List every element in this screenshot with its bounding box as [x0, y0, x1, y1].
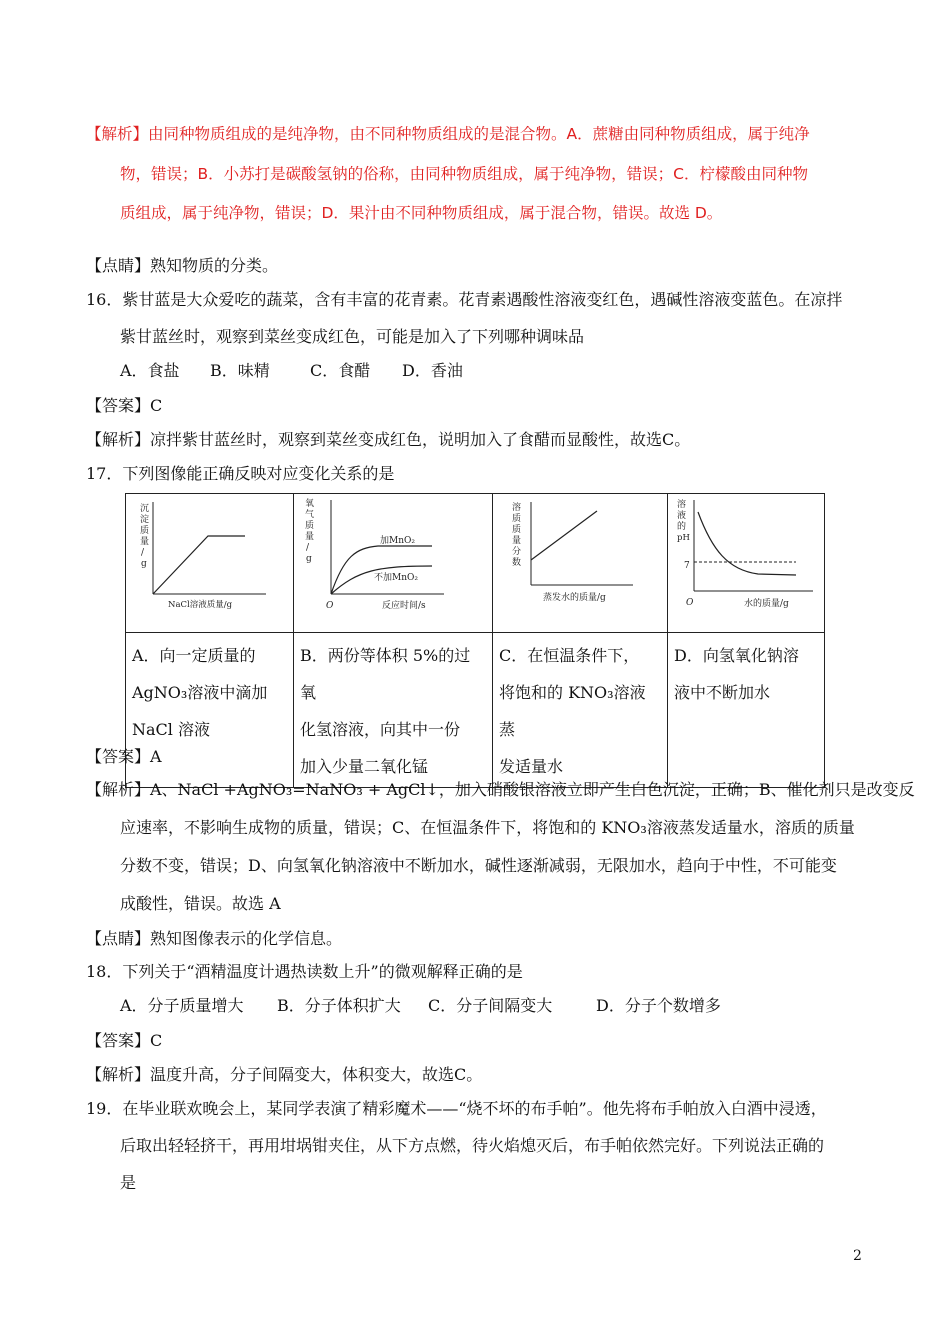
graph-d-ylabel-2: 液 — [677, 511, 687, 521]
analysis-15-line2: 物，错误；B．小苏打是碳酸氢钠的俗称，由同种物质组成，属于纯净物，错误；C．柠檬酸由同种物 — [120, 165, 808, 183]
q16-analysis: 【解析】凉拌紫甘蓝丝时，观察到菜丝变成红色，说明加入了食醋而显酸性，故选C。 — [86, 430, 691, 449]
q18-answer: 【答案】C — [86, 1031, 163, 1050]
graph-a-ylabel-1: 沉 — [140, 504, 150, 514]
graph-b — [294, 494, 493, 633]
graph-a-ylabel-5: / — [141, 548, 145, 558]
graph-d-origin: O — [686, 598, 694, 608]
option-c-cell — [493, 633, 668, 788]
q18-stem: 18．下列关于“酒精温度计遇热读数上升”的微观解释正确的是 — [86, 962, 523, 981]
graph-b-ylabel-1: 氧 — [305, 499, 315, 509]
q17-analysis-line4: 成酸性，错误。故选 A — [120, 894, 281, 913]
graph-c-ylabel-1: 溶 — [512, 503, 522, 513]
graph-a-svg — [126, 494, 293, 628]
analysis-15-line3: 质组成，属于纯净物，错误；D．果汁由不同种物质组成，属于混合物，错误。故选 D。 — [120, 204, 723, 222]
graph-d-xlabel: 水的质量/g — [744, 599, 789, 609]
q16-option-b: B．味精 — [210, 361, 270, 380]
graph-d-ylabel-3: 的 — [677, 522, 687, 532]
graph-c-ylabel-3: 质 — [512, 525, 522, 535]
graph-b-ylabel-6: g — [306, 554, 312, 564]
q17-answer: 【答案】A — [86, 747, 162, 766]
graph-c-xlabel: 蒸发水的质量/g — [543, 593, 606, 603]
graph-b-ylabel-5: / — [306, 543, 310, 553]
q19-stem-line2: 后取出轻轻挤干，再用坩埚钳夹住，从下方点燃，待火焰熄灭后，布手帕依然完好。下列说法正确的 — [120, 1136, 825, 1155]
q17-options-table — [125, 493, 825, 788]
option-d-cell — [668, 633, 825, 788]
graph-a-ylabel-2: 淀 — [140, 515, 150, 525]
graph-b-ylabel-2: 气 — [305, 510, 315, 520]
option-c-line3: 发适量水 — [499, 757, 564, 776]
graph-b-origin: O — [326, 601, 334, 611]
q16-stem-line2: 紫甘蓝丝时，观察到菜丝变成红色，可能是加入了下列哪种调味品 — [120, 327, 585, 346]
graph-c-ylabel-6: 数 — [512, 558, 522, 568]
option-b-line3: 加入少量二氧化锰 — [300, 757, 429, 776]
graph-a-ylabel-4: 量 — [140, 537, 150, 547]
graph-a-xlabel: NaCl溶液质量/g — [168, 600, 233, 610]
q17-analysis-line2: 应速率，不影响生成物的质量，错误；C、在恒温条件下，将饱和的 KNO₃溶液蒸发适量水，溶质的质量 — [120, 818, 855, 837]
graph-c-ylabel-5: 分 — [512, 547, 522, 557]
page-number: 2 — [853, 1248, 862, 1264]
graph-c-curve — [531, 511, 597, 560]
q16-stem-line1: 16．紫甘蓝是大众爱吃的蔬菜，含有丰富的花青素。花青素遇酸性溶液变红色，遇碱性溶液变蓝色。在凉拌 — [86, 290, 843, 309]
option-b-cell — [294, 633, 493, 788]
graph-a-curve — [153, 536, 245, 594]
graph-c — [493, 494, 668, 633]
q18-option-a: A．分子质量增大 — [120, 996, 244, 1015]
option-c-line1: C．在恒温条件下， — [499, 646, 640, 665]
graph-b-svg — [294, 494, 492, 628]
tip-15: 【点睛】熟知物质的分类。 — [86, 256, 279, 275]
graph-b-curve-with-mno2 — [331, 546, 432, 594]
q19-stem-line1: 19．在毕业联欢晚会上，某同学表演了精彩魔术——“烧不坏的布手帕”。他先将布手帕放入白酒中浸透， — [86, 1099, 827, 1118]
q16-option-d: D．香油 — [402, 361, 463, 380]
option-c-line2: 将饱和的 KNO₃溶液蒸 — [499, 683, 646, 739]
option-a-line1: A．向一定质量的 — [132, 646, 256, 665]
q16-options — [120, 361, 463, 381]
q16-answer: 【答案】C — [86, 396, 163, 415]
graph-d-ylabel-1: 溶 — [677, 500, 687, 510]
graph-b-label-with-mno2: 加MnO₂ — [380, 536, 415, 546]
graph-a-ylabel-6: g — [141, 559, 147, 569]
graph-a-ylabel-3: 质 — [140, 526, 150, 536]
graph-d — [668, 494, 825, 633]
q18-option-d: D．分子个数增多 — [596, 996, 721, 1015]
option-d-line1: D．向氢氧化钠溶 — [674, 646, 799, 665]
graph-a — [126, 494, 294, 633]
option-d-line2: 液中不断加水 — [674, 683, 771, 702]
graph-d-svg — [668, 494, 824, 628]
graph-c-ylabel-4: 量 — [512, 536, 522, 546]
graph-c-ylabel-2: 质 — [512, 514, 522, 524]
option-b-line2: 化氢溶液，向其中一份 — [300, 720, 461, 739]
graph-c-svg — [493, 494, 667, 628]
option-a-line2: AgNO₃溶液中滴加 — [132, 683, 268, 702]
q18-option-b: B．分子体积扩大 — [277, 996, 401, 1015]
option-b-line1: B．两份等体积 5%的过氧 — [300, 646, 471, 702]
q17-analysis-line3: 分数不变，错误；D、向氢氧化钠溶液中不断加水，碱性逐渐减弱，无限加水，趋向于中性，不可能变 — [120, 856, 837, 875]
graph-d-curve — [698, 512, 796, 575]
q17-stem: 17．下列图像能正确反映对应变化关系的是 — [86, 464, 395, 483]
q18-option-c: C．分子间隔变大 — [428, 996, 553, 1015]
graph-d-tick-7: 7 — [684, 561, 690, 571]
graph-b-xlabel: 反应时间/s — [382, 601, 426, 611]
graph-b-ylabel-3: 质 — [305, 521, 315, 531]
q16-option-a: A．食盐 — [120, 361, 180, 380]
q18-analysis: 【解析】温度升高，分子间隔变大，体积变大，故选C。 — [86, 1065, 483, 1084]
option-a-line3: NaCl 溶液 — [132, 720, 210, 739]
q16-option-c: C．食醋 — [310, 361, 371, 380]
q18-options — [120, 996, 721, 1016]
graph-b-ylabel-4: 量 — [305, 532, 315, 542]
q19-stem-line3: 是 — [120, 1173, 137, 1192]
graph-d-ylabel-4: pH — [677, 533, 690, 543]
graph-b-label-without-mno2: 不加MnO₂ — [374, 573, 418, 583]
analysis-15-line1: 【解析】由同种物质组成的是纯净物，由不同种物质组成的是混合物。A．蔗糖由同种物质组成，属于纯净 — [86, 125, 810, 143]
q17-analysis-line1: 【解析】A、NaCl +AgNO₃=NaNO₃ + AgCl↓，加入硝酸银溶液立即产生白色沉淀，正确；B、催化剂只是改变反 — [86, 780, 915, 799]
q17-tip: 【点睛】熟知图像表示的化学信息。 — [86, 929, 343, 948]
